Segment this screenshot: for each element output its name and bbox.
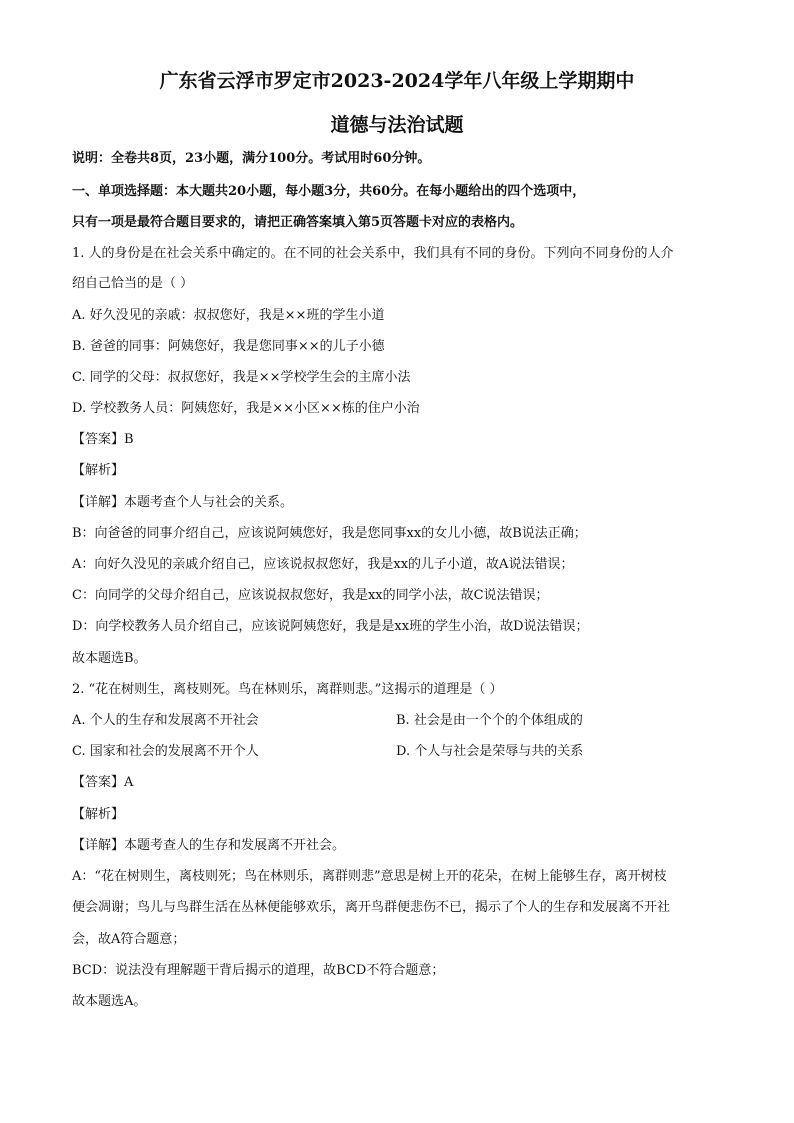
q2-explanation-line1: A：“花在树则生，离枝则死；鸟在林则乐，离群则悲”意思是树上开的花朵，在树上能够生存，离开树枝 (72, 869, 667, 884)
q1-stem-line1: 1. 人的身份是在社会关系中确定的。在不同的社会关系中，我们具有不同的身份。下列向不同身份的人介 (72, 246, 674, 261)
q2-analysis-label: 【解析】 (72, 807, 125, 822)
q1-explanation-b: B：向爸爸的同事介绍自己，应该说阿姨您好，我是您同事xx的女儿小德，故B说法正确； (72, 526, 587, 541)
q1-conclusion: 故本题选B。 (72, 651, 147, 666)
q2-answer: 【答案】A (72, 775, 134, 790)
q2-explanation-bcd: BCD：说法没有理解题干背后揭示的道理，故BCD不符合题意； (72, 963, 445, 978)
q1-explanation-c: C：向同学的父母介绍自己，应该说叔叔您好，我是xx的同学小法，故C说法错误； (72, 588, 549, 603)
document-subtitle: 道德与法治试题 (330, 114, 464, 136)
q1-option-b: B. 爸爸的同事：阿姨您好，我是您同事××的儿子小德 (72, 339, 385, 354)
q1-explanation-a: A：向好久没见的亲戚介绍自己，应该说叔叔您好，我是xx的儿子小道，故A说法错误； (72, 557, 574, 572)
q1-answer: 【答案】B (72, 432, 134, 447)
exam-note: 说明：全卷共8页，23小题，满分100分。考试用时60分钟。 (72, 151, 431, 166)
q1-analysis-label: 【解析】 (72, 463, 125, 478)
document-title: 广东省云浮市罗定市2023-2024学年八年级上学期期中 (159, 70, 635, 92)
q1-stem-line2: 绍自己恰当的是（ ） (72, 276, 194, 291)
section-heading-line1: 一、单项选择题：本大题共20小题，每小题3分，共60分。在每小题给出的四个选项中， (72, 184, 586, 199)
q1-option-a: A. 好久没见的亲戚：叔叔您好，我是××班的学生小道 (72, 308, 385, 323)
q2-conclusion: 故本题选A。 (72, 994, 147, 1009)
q2-option-b: B. 社会是由一个个的个体组成的 (396, 713, 583, 728)
q2-stem: 2. “花在树则生，离枝则死。鸟在林则乐，离群则悲。”这揭示的道理是（ ） (72, 682, 503, 697)
q2-option-c: C. 国家和社会的发展离不开个人 (72, 744, 259, 759)
q1-option-d: D. 学校教务人员：阿姨您好，我是××小区××栋的住户小治 (72, 401, 420, 416)
q1-detail: 【详解】本题考查个人与社会的关系。 (72, 495, 294, 510)
q2-explanation-line3: 会，故A符合题意； (72, 932, 186, 947)
q2-explanation-line2: 便会凋谢；鸟儿与鸟群生活在丛林便能够欢乐，离开鸟群便悲伤不已，揭示了个人的生存和发展离不开社 (72, 900, 671, 915)
section-heading-line2: 只有一项是最符合题目要求的，请把正确答案填入第5页答题卡对应的表格内。 (72, 215, 524, 230)
q2-option-d: D. 个人与社会是荣辱与共的关系 (396, 744, 584, 759)
q1-explanation-d: D：向学校教务人员介绍自己，应该说阿姨您好，我是是xx班的学生小治，故D说法错误； (72, 619, 589, 634)
q1-option-c: C. 同学的父母：叔叔您好，我是××学校学生会的主席小法 (72, 370, 411, 385)
q2-detail: 【详解】本题考查人的生存和发展离不开社会。 (72, 838, 346, 853)
q2-option-a: A. 个人的生存和发展离不开社会 (72, 713, 259, 728)
